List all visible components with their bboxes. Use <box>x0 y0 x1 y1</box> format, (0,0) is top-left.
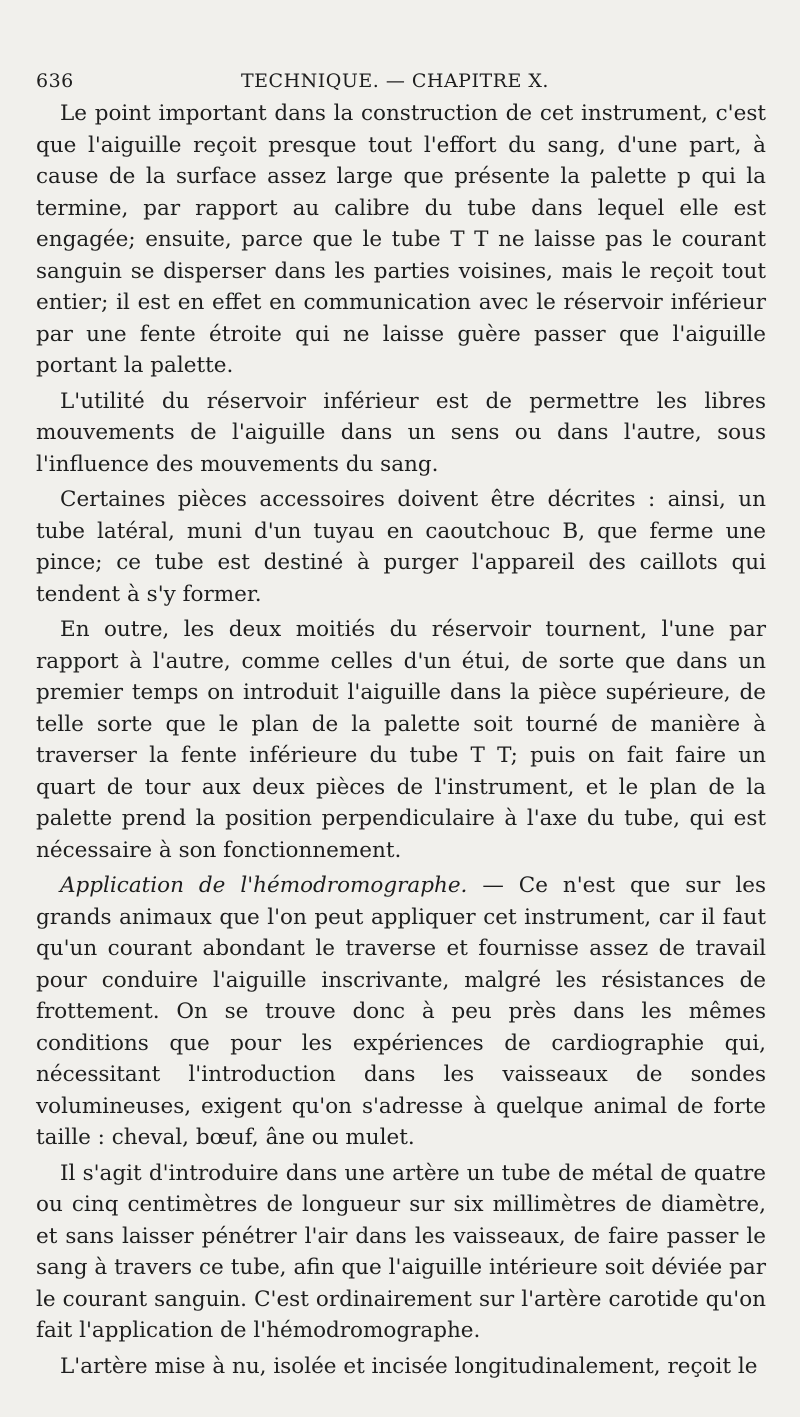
paragraph: En outre, les deux moitiés du réservoir tournent, l'une par rapport à l'autre, comme celles d'un étui, de sorte que dans un premier temps on introduit l'aiguille dans la pièce supérieure, de telle sorte que le plan de la palette soit tourné de manière à traverser la fente inférieure du tube T T; puis on fait faire un quart de tour aux deux pièces de l'instrument, et le plan de la palette prend la position perpendiculaire à l'axe du tube, qui est nécessaire à son fonctionnement. <box>36 617 766 863</box>
paragraph: Il s'agit d'introduire dans une artère un tube de métal de quatre ou cinq centimètres de longueur sur six millimètres de diamètre, et sans laisser pénétrer l'air dans les vaisseaux, de faire passer le sang à travers ce tube, afin que l'aiguille intérieure soit déviée par le courant sanguin. C'est ordinairement sur l'artère carotide qu'on fait l'application de l'hémodromographe. <box>36 1160 766 1343</box>
paragraph: Certaines pièces accessoires doivent être décrites : ainsi, un tube latéral, muni d'un tuyau en caoutchouc B, que ferme une pince; ce tube est destiné à purger l'appareil des caillots qui tendent à s'y former. <box>36 487 766 607</box>
paragraph: Le point important dans la construction de cet instrument, c'est que l'aiguille reçoit presque tout l'effort du sang, d'une part, à cause de la surface assez large que présente la palette p qui la termine, par rapport au calibre du tube dans lequel elle est engagée; ensuite, parce que le tube T T ne laisse pas le courant sanguin se disperser dans les parties voisines, mais le reçoit tout entier; il est en effet en communication avec le réservoir inférieur par une fente étroite qui ne laisse guère passer que l'aiguille portant la palette. <box>36 101 766 378</box>
page-number: 636 <box>36 70 74 92</box>
running-header <box>36 70 766 92</box>
paragraph: L'utilité du réservoir inférieur est de permettre les libres mouvements de l'aiguille dans un sens ou dans l'autre, sous l'influence des mouvements du sang. <box>36 388 766 477</box>
paragraph: Application de l'hémodromographe. — Ce n'est que sur les grands animaux que l'on peut appliquer cet instrument, car il faut qu'un courant abondant le traverse et fournisse assez de travail pour conduire l'aiguille inscrivante, malgré les résistances de frottement. On se trouve donc à peu près dans les mêmes conditions que pour les expériences de cardiographie qui, nécessitant l'introduction dans les vaisseaux de sondes volumineuses, exigent qu'on s'adresse à quelque animal de forte taille : cheval, bœuf, âne ou mulet. <box>36 873 766 1150</box>
section-lead: Application de l'hémodromographe. <box>60 873 468 898</box>
paragraph: L'artère mise à nu, isolée et incisée longitudinalement, reçoit le <box>60 1353 758 1379</box>
running-title: TECHNIQUE. — CHAPITRE X. <box>241 70 549 92</box>
